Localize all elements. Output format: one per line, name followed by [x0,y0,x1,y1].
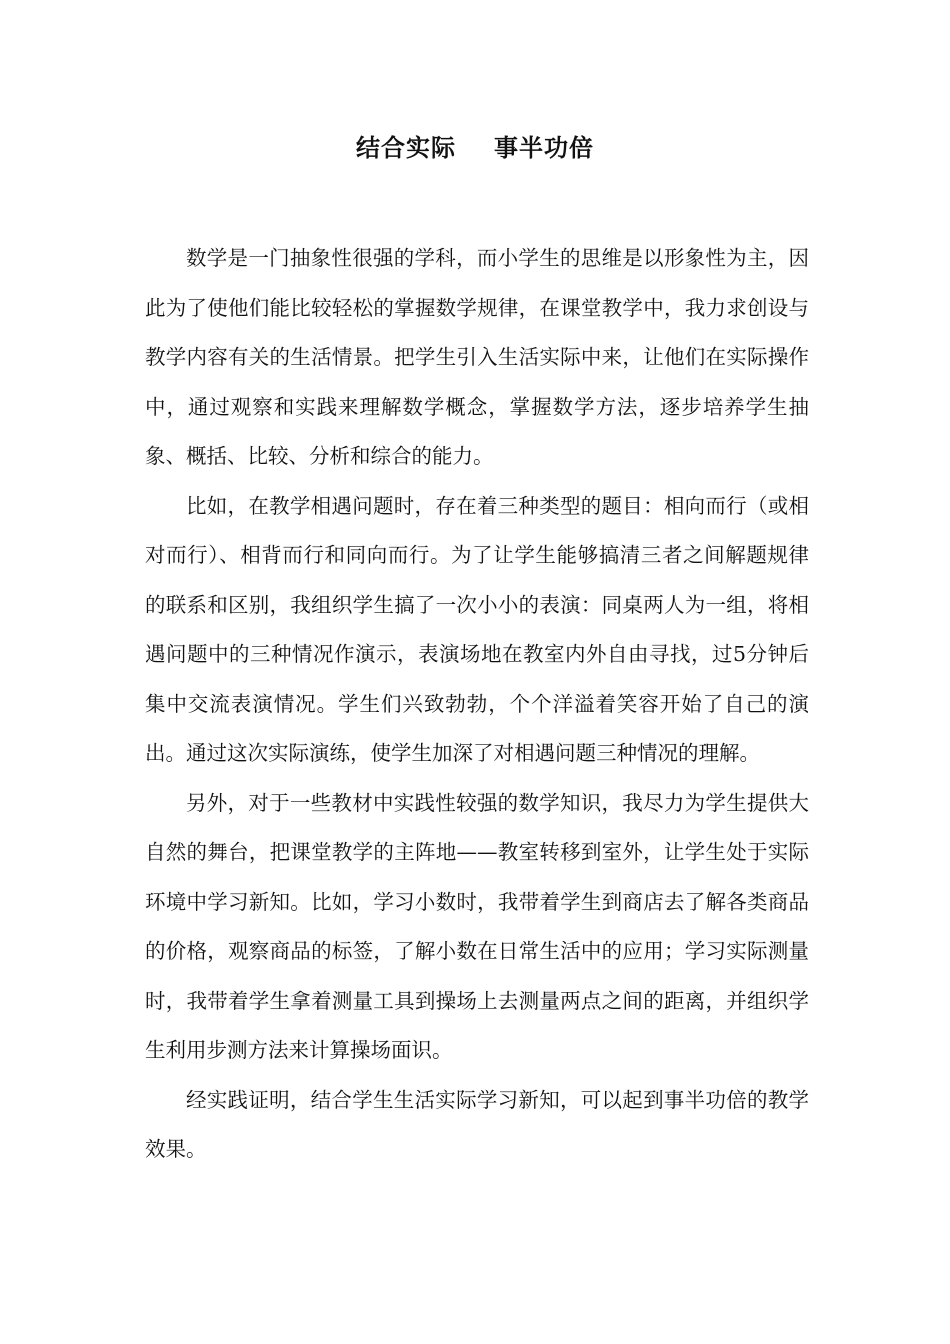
paragraph-3: 另外，对于一些教材中实践性较强的数学知识，我尽力为学生提供大自然的舞台，把课堂教学的主阵地——教室转移到室外，让学生处于实际环境中学习新知。比如，学习小数时，我带着学生到商店去了解各类商品的价格，观察商品的标签，了解小数在日常生活中的应用；学习实际测量时，我带着学生拿着测量工具到操场上去测量两点之间的距离，并组织学生利用步测方法来计算操场面识。 [145,790,809,1062]
paragraph-4: 经实践证明，结合学生生活实际学习新知，可以起到事半功倍的教学效果。 [145,1087,809,1161]
title-part-1: 结合实际 [356,134,456,162]
document-title [0,128,950,168]
paragraph-2: 比如，在教学相遇问题时，存在着三种类型的题目：相向而行（或相对而行）、相背而行和同向而行。为了让学生能够搞清三者之间解题规律的联系和区别，我组织学生搞了一次小小的表演：同桌两人为一组，将相遇问题中的三种情况作演示，表演场地在教室内外自由寻找，过5分钟后集中交流表演情况。学生们兴致勃勃，个个洋溢着笑容开始了自己的演出。通过这次实际演练，使学生加深了对相遇问题三种情况的理解。 [145,493,809,765]
title-part-2: 事半功倍 [494,134,594,162]
document-body [145,234,809,1175]
paragraph-1: 数学是一门抽象性很强的学科，而小学生的思维是以形象性为主，因此为了使他们能比较轻松的掌握数学规律，在课堂教学中，我力求创设与教学内容有关的生活情景。把学生引入生活实际中来，让他们在实际操作中，通过观察和实践来理解数学概念，掌握数学方法，逐步培养学生抽象、概括、比较、分析和综合的能力。 [145,246,809,468]
